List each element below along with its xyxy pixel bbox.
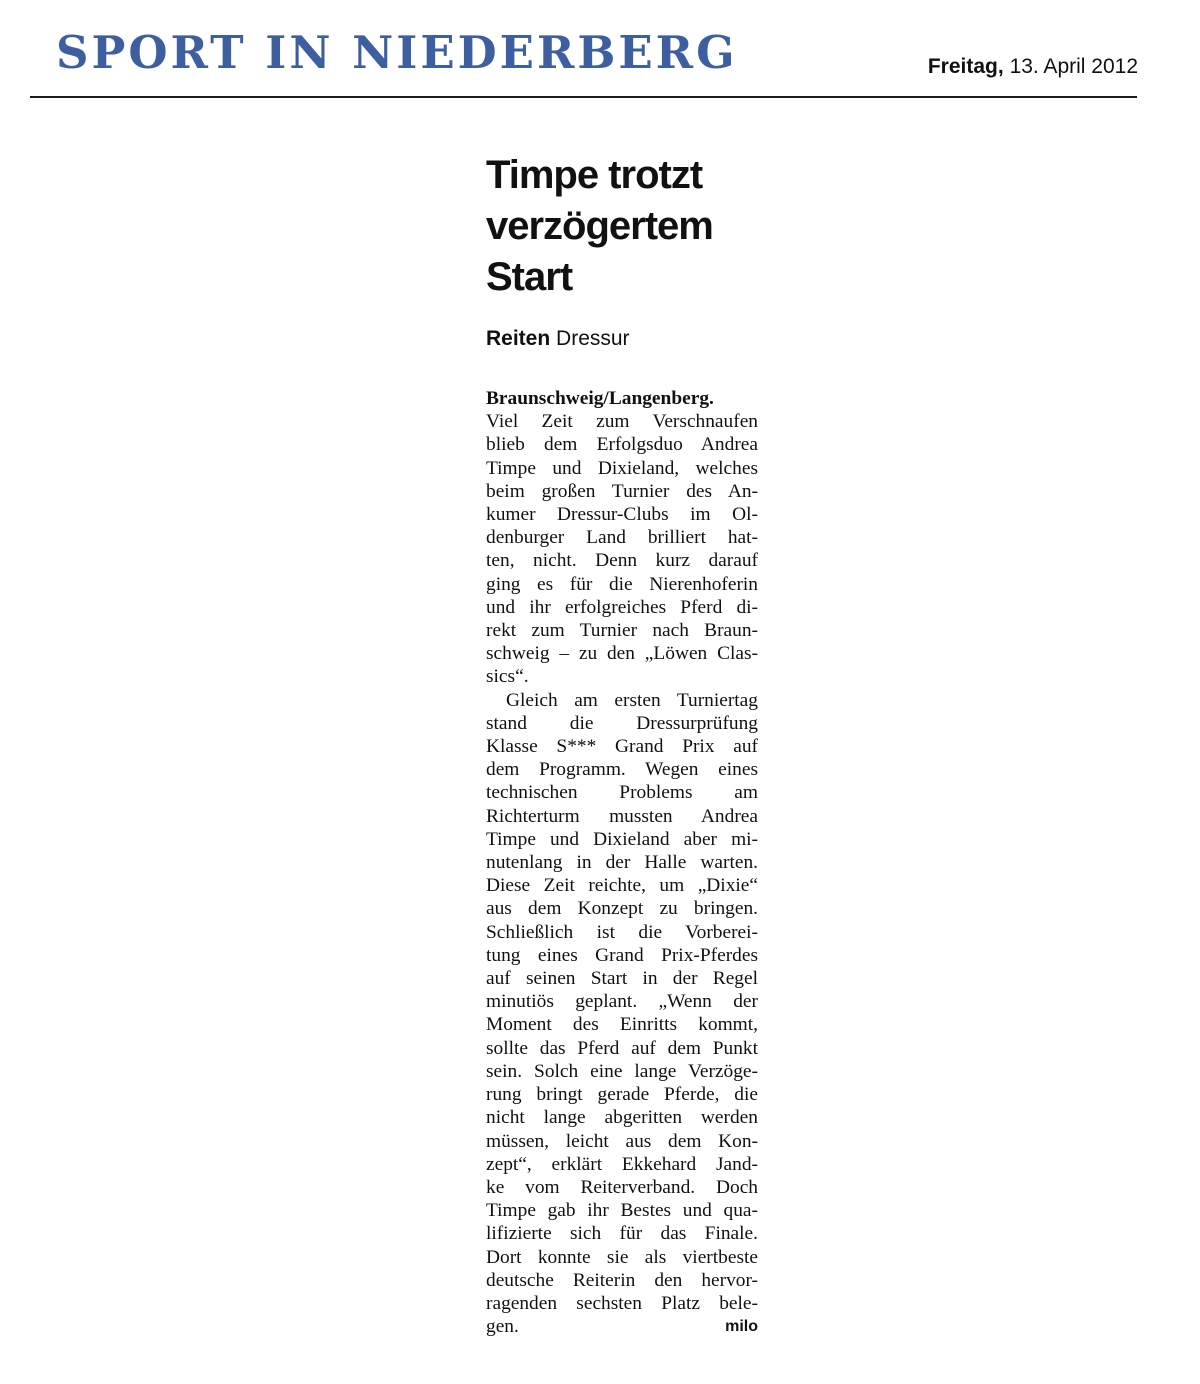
body-line: und ihr erfolgreiches Pferd di- [486,596,758,618]
headline-line: Start [486,255,573,299]
body-line: minutiös geplant. „Wenn der [486,991,758,1013]
body-line: Timpe und Dixieland aber mi- [486,828,758,850]
body-line: deutsche Reiterin den hervor- [486,1269,758,1291]
headline [486,150,758,303]
article-dateline: Braunschweig/Langenberg. [486,388,714,409]
body-line: Diese Zeit reichte, um „Dixie“ [486,875,758,897]
date: 13. April 2012 [1009,55,1138,78]
body-line: technischen Problems am [486,782,758,804]
body-line: schweig – zu den „Löwen Clas- [486,643,758,665]
body-line: Schließlich ist die Vorberei- [486,921,758,943]
body-line: ragenden sechsten Platz bele- [486,1292,758,1314]
body-line: Gleich am ersten Turniertag [506,689,758,711]
body-line: tung eines Grand Prix-Pferdes [486,944,758,966]
body-line: dem Programm. Wegen eines [486,759,758,781]
body-line: Dort konnte sie als viertbeste [486,1246,758,1268]
headline-line: verzögertem [486,204,713,248]
kicker [486,326,758,352]
paragraph-1-lines [486,410,758,688]
body-line: lifizierte sich für das Finale. [486,1223,758,1245]
body-line: Moment des Einritts kommt, [486,1014,758,1036]
body-line: sics“. [486,666,529,688]
body-line: sein. Solch eine lange Verzöge- [486,1060,758,1082]
article [486,150,758,1338]
article-body [486,387,758,1338]
paragraph-2 [486,689,758,1315]
body-line: blieb dem Erfolgsduo Andrea [486,434,758,456]
body-line: aus dem Konzept zu bringen. [486,898,758,920]
body-line: ten, nicht. Denn kurz darauf [486,550,758,572]
paragraph-1 [486,387,758,689]
kicker-subtopic: Dressur [556,327,630,350]
body-line: Klasse S*** Grand Prix auf [486,736,758,758]
author-signoff: milo [725,1318,758,1336]
body-line: ke vom Reiterverband. Doch [486,1176,758,1198]
body-line: rung bringt gerade Pferde, die [486,1084,758,1106]
body-line: Timpe gab ihr Bestes und qua- [486,1200,758,1222]
body-line: rekt zum Turnier nach Braun- [486,620,758,642]
body-line: auf seinen Start in der Regel [486,968,758,990]
body-line: müssen, leicht aus dem Kon- [486,1130,758,1152]
body-line: nicht lange abgeritten werden [486,1107,758,1129]
headline-line: Timpe trotzt [486,153,703,197]
weekday: Freitag, [927,55,1004,78]
body-line: nutenlang in der Halle warten. [486,852,758,874]
section-title: SPORT IN NIEDERBERG [56,26,738,79]
body-line: beim großen Turnier des An- [486,480,758,502]
body-line: Timpe und Dixieland, welches [486,457,758,479]
body-line: sollte das Pferd auf dem Punkt [486,1037,758,1059]
kicker-topic: Reiten [486,327,551,350]
body-line: kumer Dressur-Clubs im Ol- [486,504,758,526]
body-line: denburger Land brilliert hat- [486,527,758,549]
body-line: Richterturm mussten Andrea [486,805,758,827]
header-rule [30,96,1137,98]
publication-date [928,56,1138,77]
body-line: zept“, erklärt Ekkehard Jand- [486,1153,758,1175]
body-line: Viel Zeit zum Verschnaufen [486,411,758,433]
body-line: ging es für die Nierenhoferin [486,573,758,595]
body-line: stand die Dressurprüfung [486,712,758,734]
final-line [486,1315,758,1338]
final-text: gen. [486,1316,519,1338]
